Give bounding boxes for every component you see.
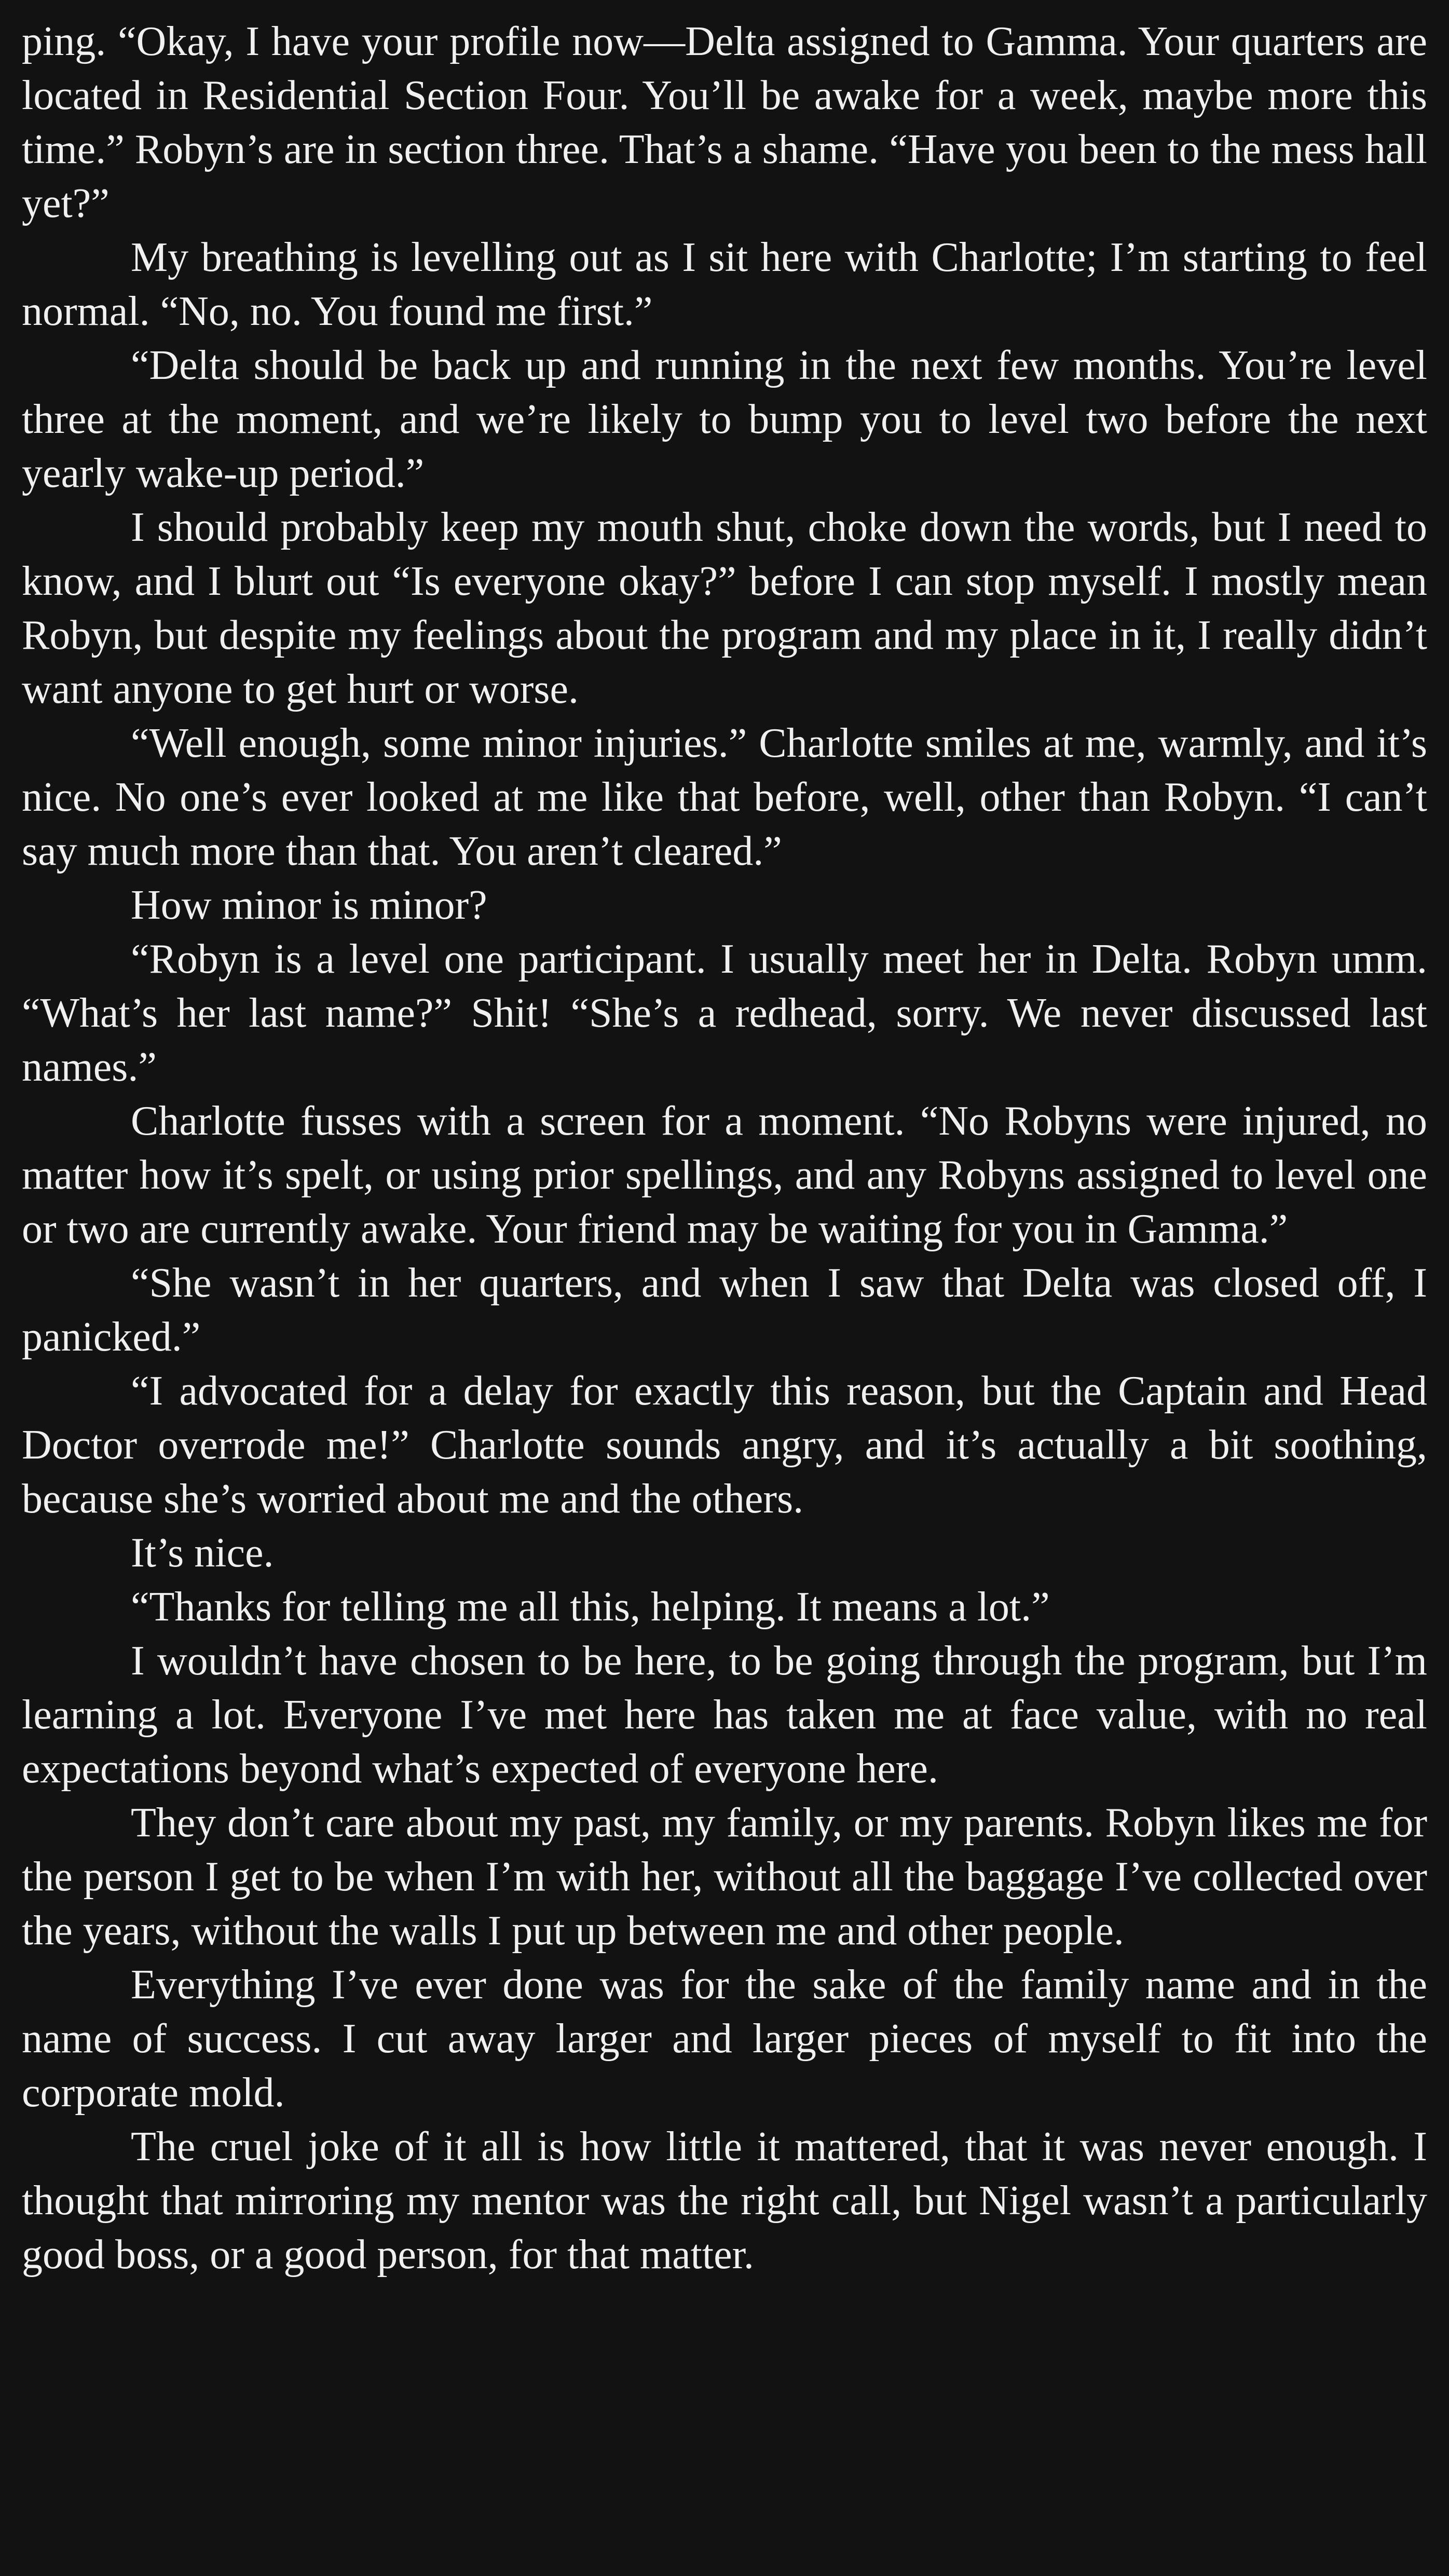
- paragraph-2: My breathing is levelling out as I sit here with Charlotte; I’m starting to feel normal. “No, no. You found me first.”: [22, 235, 1427, 334]
- paragraph-7: “Robyn is a level one participant. I usually meet her in Delta. Robyn umm. “What’s her last name?” Shit! “She’s a redhead, sorry. We never discussed last names.”: [22, 936, 1427, 1090]
- paragraph-9: “She wasn’t in her quarters, and when I saw that Delta was closed off, I panicked.”: [22, 1260, 1427, 1360]
- paragraph-11: It’s nice.: [131, 1530, 274, 1576]
- paragraph-13: I wouldn’t have chosen to be here, to be going through the program, but I’m learning a lot. Everyone I’ve met here has taken me at face value, with no real expectations beyond what’s expected of everyone here.: [22, 1638, 1427, 1792]
- paragraph-16: The cruel joke of it all is how little it mattered, that it was never enough. I thought that mirroring my mentor was the right call, but Nigel wasn’t a particularly good boss, or a good person, for that matter.: [22, 2124, 1427, 2278]
- paragraph-12: “Thanks for telling me all this, helping. It means a lot.”: [131, 1584, 1050, 1630]
- paragraph-14: They don’t care about my past, my family, or my parents. Robyn likes me for the person I get to be when I’m with her, without all the baggage I’ve collected over the years, without the walls I put up between me and other people.: [22, 1800, 1427, 1954]
- paragraph-4: I should probably keep my mouth shut, choke down the words, but I need to know, and I blurt out “Is everyone okay?” before I can stop myself. I mostly mean Robyn, but despite my feelings about the program and my place in it, I really didn’t want anyone to get hurt or worse.: [22, 505, 1427, 712]
- paragraph-10: “I advocated for a delay for exactly this reason, but the Captain and Head Doctor overrode me!” Charlotte sounds angry, and it’s actually a bit soothing, because she’s worried about me and the others.: [22, 1368, 1427, 1522]
- paragraph-8: Charlotte fusses with a screen for a moment. “No Robyns were injured, no matter how it’s spelt, or using prior spellings, and any Robyns assigned to level one or two are currently awake. Your friend may be waiting for you in Gamma.”: [22, 1098, 1427, 1252]
- paragraph-1: ping. “Okay, I have your profile now—Delta assigned to Gamma. Your quarters are located in Residential Section Four. You’ll be awake for a week, maybe more this time.” Robyn’s are in section three. That’s a shame. “Have you been to the mess hall yet?”: [22, 19, 1427, 226]
- paragraph-15: Everything I’ve ever done was for the sake of the family name and in the name of success. I cut away larger and larger pieces of myself to fit into the corporate mold.: [22, 1962, 1427, 2116]
- paragraph-5: “Well enough, some minor injuries.” Charlotte smiles at me, warmly, and it’s nice. No one’s ever looked at me like that before, well, other than Robyn. “I can’t say much more than that. You aren’t cleared.”: [22, 720, 1427, 874]
- paragraph-6: How minor is minor?: [131, 882, 487, 928]
- paragraph-3: “Delta should be back up and running in the next few months. You’re level three at the moment, and we’re likely to bump you to level two before the next yearly wake-up period.”: [22, 343, 1427, 496]
